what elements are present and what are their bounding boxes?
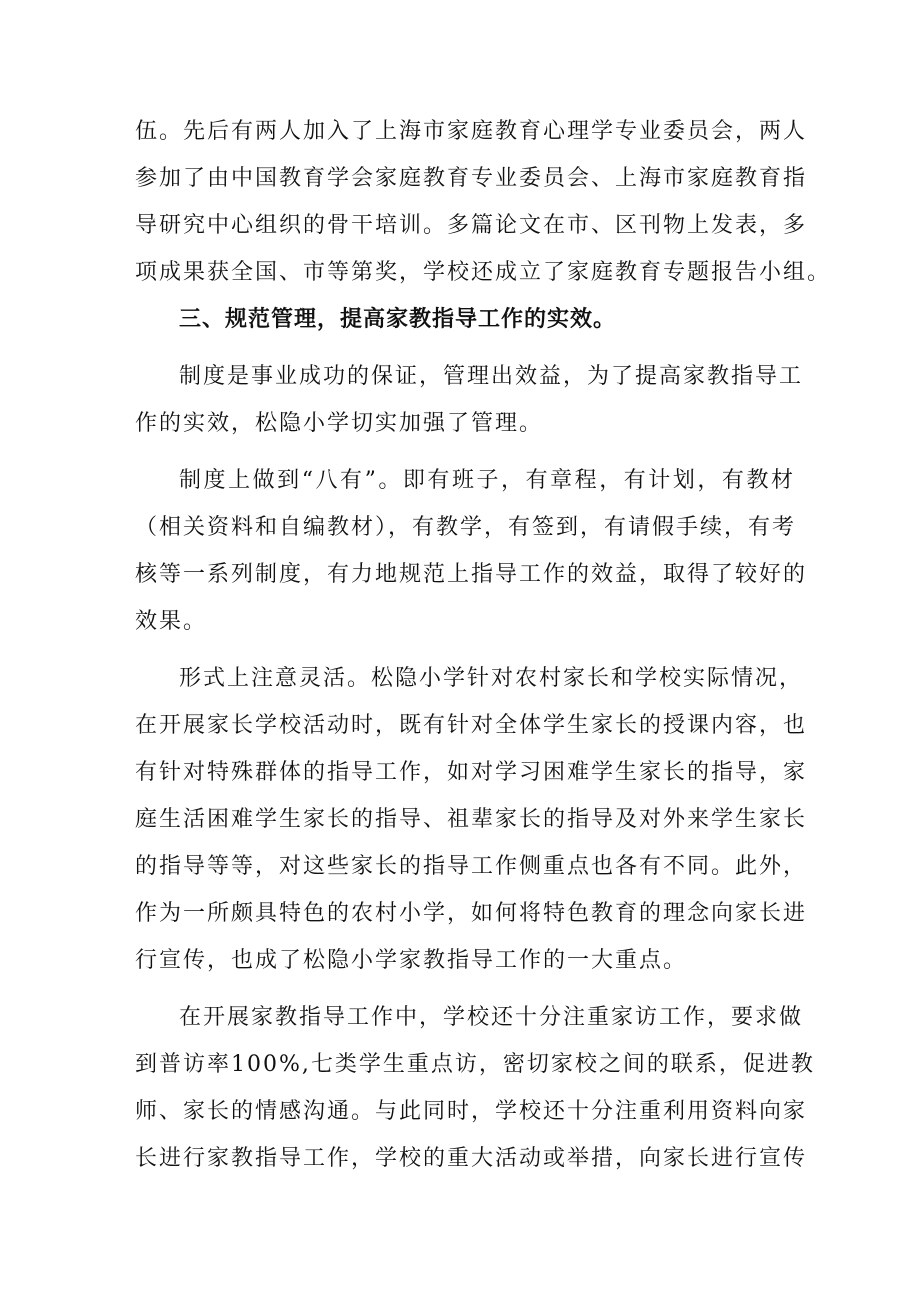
text-line: 的指导等等，对这些家长的指导工作侧重点也各有不同。此外， [135, 854, 808, 879]
text-line: 项成果获全国、市等第奖，学校还成立了家庭教育专题报告小组。 [135, 260, 832, 285]
text-line: 庭生活困难学生家长的指导、祖辈家长的指导及对外来学生家长 [135, 807, 808, 832]
text-line: 伍。先后有两人加入了上海市家庭教育心理学专业委员会，两人 [135, 119, 808, 144]
text-line: 有针对特殊群体的指导工作，如对学习困难学生家长的指导，家 [135, 760, 808, 785]
text-line: 导研究中心组织的骨干培训。多篇论文在市、区刊物上发表，多 [135, 213, 808, 238]
text-line: 参加了由中国教育学会家庭教育专业委员会、上海市家庭教育指 [135, 166, 808, 191]
paragraph-4 [135, 655, 808, 984]
text-line: 形式上注意灵活。松隐小学针对农村家长和学校实际情况， [179, 666, 804, 691]
text-line: 行宣传，也成了松隐小学家教指导工作的一大重点。 [135, 948, 688, 973]
text-line: 效果。 [135, 609, 208, 634]
text-line: 到普访率100%,七类学生重点访，密切家校之间的联系，促进教 [135, 1052, 815, 1077]
text-line: 制度上做到“八有”。即有班子，有章程，有计划，有教材 [179, 468, 795, 493]
section-heading-3: 三、规范管理，提高家教指导工作的实效。 [179, 307, 617, 332]
document-page [135, 108, 832, 1182]
text-line: （相关资料和自编教材），有教学，有签到，有请假手续，有考 [135, 515, 797, 540]
text-line: 在开展家长学校活动时，既有针对全体学生家长的授课内容，也 [135, 713, 808, 738]
paragraph-2 [135, 353, 804, 447]
paragraph-1 [135, 108, 832, 296]
paragraph-5 [135, 994, 815, 1182]
text-line: 核等一系列制度，有力地规范上指导工作的效益，取得了较好的 [135, 562, 808, 587]
text-line: 作为一所颇具特色的农村小学，如何将特色教育的理念向家长进 [135, 901, 808, 926]
text-line: 在开展家教指导工作中，学校还十分注重家访工作，要求做 [179, 1005, 804, 1030]
text-line: 师、家长的情感沟通。与此同时，学校还十分注重利用资料向家 [135, 1099, 808, 1124]
text-line: 作的实效，松隐小学切实加强了管理。 [135, 411, 544, 436]
text-line: 长进行家教指导工作，学校的重大活动或举措，向家长进行宣传 [135, 1146, 808, 1171]
text-line: 制度是事业成功的保证，管理出效益，为了提高家教指导工 [179, 364, 804, 389]
paragraph-3 [135, 457, 808, 645]
